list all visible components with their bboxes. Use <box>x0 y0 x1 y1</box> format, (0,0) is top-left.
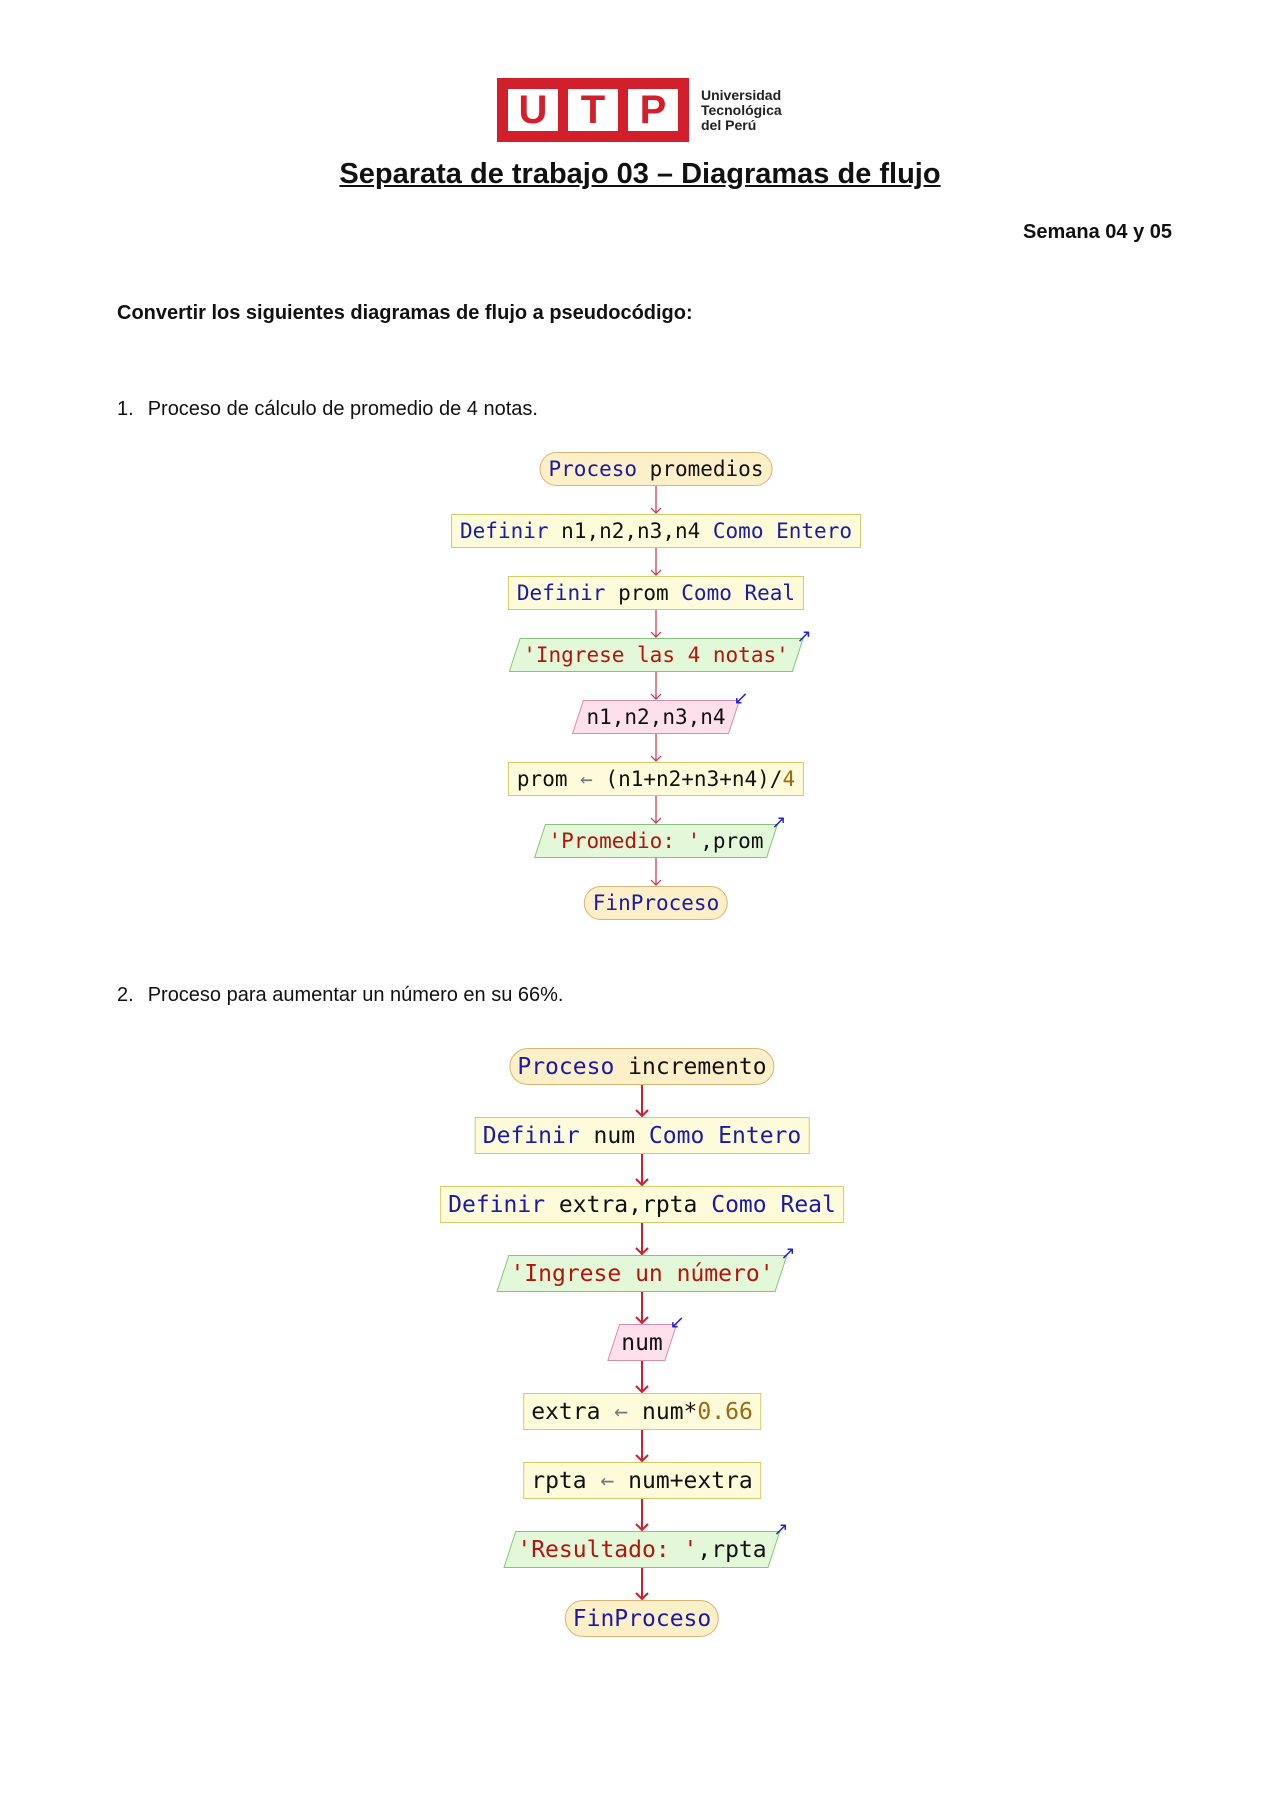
flow-node-process <box>508 576 804 610</box>
token-kw: Definir <box>516 581 606 605</box>
token-id: incremento <box>614 1053 767 1080</box>
flow-node-terminal <box>540 452 773 486</box>
flow-node-label <box>448 1192 836 1218</box>
flow-node-label <box>483 1123 802 1149</box>
flow-node-input <box>577 688 749 734</box>
logo-letter-p: P <box>628 89 678 131</box>
output-arrow-icon: ↗ <box>780 1243 796 1264</box>
token-kw: Como Real <box>697 1191 836 1218</box>
utp-logo <box>497 78 782 142</box>
flow-node-output <box>540 812 787 858</box>
token-id: extra <box>531 1398 601 1425</box>
flow-node-label <box>517 1537 766 1563</box>
task-text: Proceso para aumentar un número en su 66%. <box>147 984 564 1006</box>
token-id: prom <box>516 767 568 791</box>
flowchart-promedios <box>0 448 1280 928</box>
token-kw: Como Entero <box>635 1122 802 1149</box>
token-kw: Como Entero <box>700 519 852 543</box>
token-id: ,prom <box>700 829 764 853</box>
token-kw: Como Real <box>668 581 796 605</box>
token-numlit: 4 <box>782 767 796 791</box>
week-label: Semana 04 y 05 <box>1023 221 1172 243</box>
token-id: prom <box>605 581 669 605</box>
flow-node-terminal <box>584 886 728 920</box>
task-number: 2. <box>117 984 134 1006</box>
token-id: n1,n2,n3,n4 <box>548 519 701 543</box>
token-str: 'Resultado: ' <box>517 1536 698 1563</box>
flow-node-output <box>509 1519 789 1568</box>
flow-node-output <box>514 626 812 672</box>
token-op: ← <box>600 1398 643 1425</box>
token-kw: Proceso <box>517 1053 615 1080</box>
flow-node-label <box>549 829 764 853</box>
token-op: ← <box>586 1467 629 1494</box>
flow-node-process <box>523 1393 761 1430</box>
logo-line-2: Tecnológica <box>701 101 782 118</box>
input-arrow-icon: ↙ <box>733 688 749 709</box>
token-str: 'Ingrese un número' <box>510 1260 774 1287</box>
instruction-text: Convertir los siguientes diagramas de flujo a pseudocódigo: <box>117 302 693 324</box>
flow-node-process <box>523 1462 761 1499</box>
token-id: num* <box>642 1398 698 1425</box>
token-op: ← <box>567 767 606 791</box>
flow-node-label <box>549 457 764 481</box>
flow-node-process <box>508 762 804 796</box>
task-number: 1. <box>117 398 134 420</box>
output-arrow-icon: ↗ <box>773 1519 789 1540</box>
token-id: promedios <box>637 457 764 481</box>
flowchart-incremento <box>0 1048 1280 1648</box>
flow-node-label <box>517 767 795 791</box>
logo-line-3: del Perú <box>701 116 757 133</box>
token-kw: FinProceso <box>572 1605 712 1632</box>
logo-line-1: Universidad <box>701 86 782 103</box>
token-id: rpta <box>531 1467 587 1494</box>
flow-node-process <box>475 1117 810 1154</box>
token-kw: Definir <box>460 519 549 543</box>
flow-node-label <box>460 519 852 543</box>
token-id: extra,rpta <box>545 1191 698 1218</box>
flow-node-terminal <box>509 1048 774 1085</box>
flow-node-output <box>502 1243 796 1292</box>
token-numlit: 0.66 <box>697 1398 753 1425</box>
logo-letter-t: T <box>568 89 618 131</box>
token-kw: Definir <box>482 1122 580 1149</box>
flow-node-label <box>517 1054 766 1080</box>
token-kw: Proceso <box>548 457 638 481</box>
logo-wordmark <box>701 88 782 133</box>
token-id: (n1+n2+n3+n4)/ <box>605 767 783 791</box>
flow-node-label <box>531 1468 753 1494</box>
task-2 <box>117 984 564 1007</box>
flow-node-process <box>451 514 861 548</box>
page-title: Separata de trabajo 03 – Diagramas de flujo <box>339 158 941 190</box>
flow-node-label <box>523 643 789 667</box>
task-1 <box>117 398 538 421</box>
flow-node-process <box>440 1186 844 1223</box>
output-arrow-icon: ↗ <box>796 626 812 647</box>
flow-node-terminal <box>565 1600 719 1637</box>
flow-node-label <box>621 1330 663 1356</box>
token-str: 'Ingrese las 4 notas' <box>523 643 789 667</box>
flow-node-label <box>573 1606 711 1632</box>
output-arrow-icon: ↗ <box>771 812 787 833</box>
token-id: num <box>579 1122 636 1149</box>
flow-node-label <box>510 1261 773 1287</box>
input-arrow-icon: ↙ <box>669 1312 685 1333</box>
token-id: ,rpta <box>697 1536 767 1563</box>
logo-mark <box>497 78 689 142</box>
token-str: 'Promedio: ' <box>548 829 701 853</box>
flow-node-label <box>517 581 795 605</box>
flow-node-input <box>613 1312 685 1361</box>
token-id: num+extra <box>628 1467 753 1494</box>
flow-node-label <box>586 705 725 729</box>
task-text: Proceso de cálculo de promedio de 4 notas. <box>147 398 538 420</box>
logo-letter-u: U <box>508 89 558 131</box>
token-id: n1,n2,n3,n4 <box>586 705 726 729</box>
token-id: num <box>621 1329 663 1356</box>
token-kw: Definir <box>448 1191 546 1218</box>
flow-node-label <box>531 1399 753 1425</box>
flow-node-label <box>593 891 719 915</box>
token-kw: FinProceso <box>592 891 720 915</box>
